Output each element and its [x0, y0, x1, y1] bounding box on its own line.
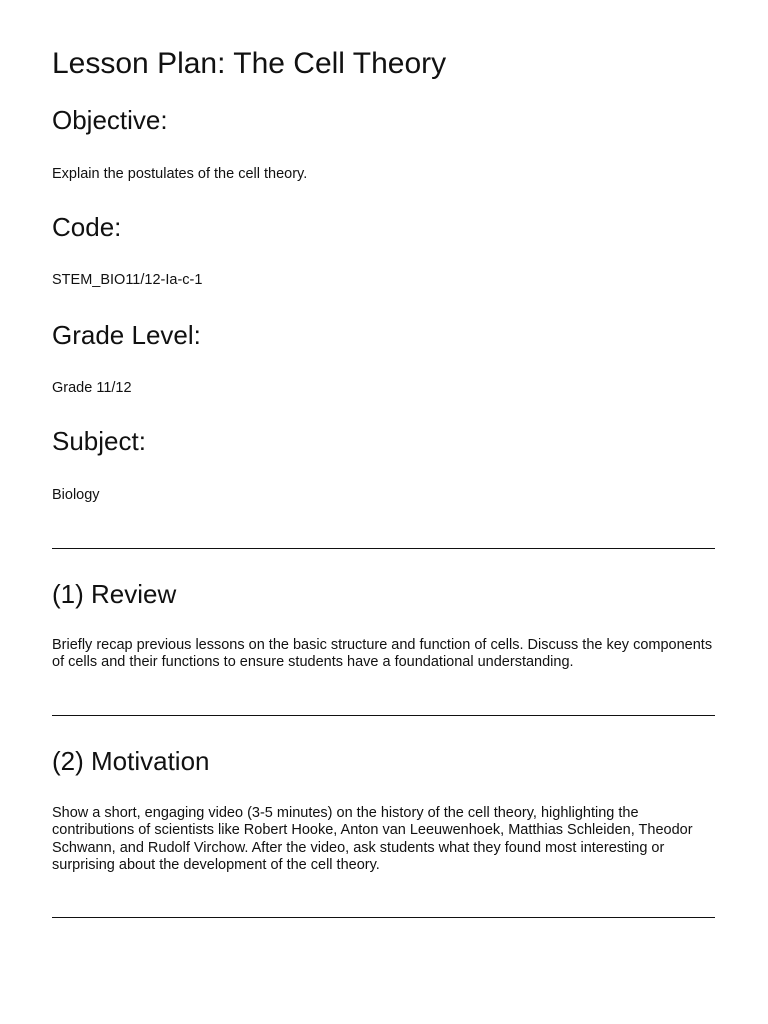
grade-level-text: Grade 11/12	[52, 380, 132, 396]
section-divider	[52, 917, 715, 918]
subject-text: Biology	[52, 487, 100, 503]
code-text: STEM_BIO11/12-Ia-c-1	[52, 272, 203, 288]
review-heading: (1) Review	[52, 579, 177, 609]
objective-text: Explain the postulates of the cell theory.	[52, 166, 308, 182]
subject-heading: Subject:	[52, 426, 146, 456]
motivation-text: Show a short, engaging video (3-5 minutes) on the history of the cell theory, highlighting the contributions of scientists like Robert Hooke, Anton van Leeuwenhoek, Matthias Schleiden, Theodor Schwann, and Rudolf Virchow. After the video, ask students what they found most interesting or surprising about the development of the cell theory.	[52, 805, 693, 874]
motivation-heading: (2) Motivation	[52, 746, 210, 776]
section-divider	[52, 715, 715, 716]
grade-level-heading: Grade Level:	[52, 320, 201, 350]
objective-heading: Objective:	[52, 105, 168, 135]
review-text: Briefly recap previous lessons on the basic structure and function of cells. Discuss the key components of cells and their functions to ensure students have a foundational understanding.	[52, 637, 713, 671]
page-title: Lesson Plan: The Cell Theory	[52, 47, 447, 80]
section-divider	[52, 548, 715, 549]
code-heading: Code:	[52, 212, 122, 242]
